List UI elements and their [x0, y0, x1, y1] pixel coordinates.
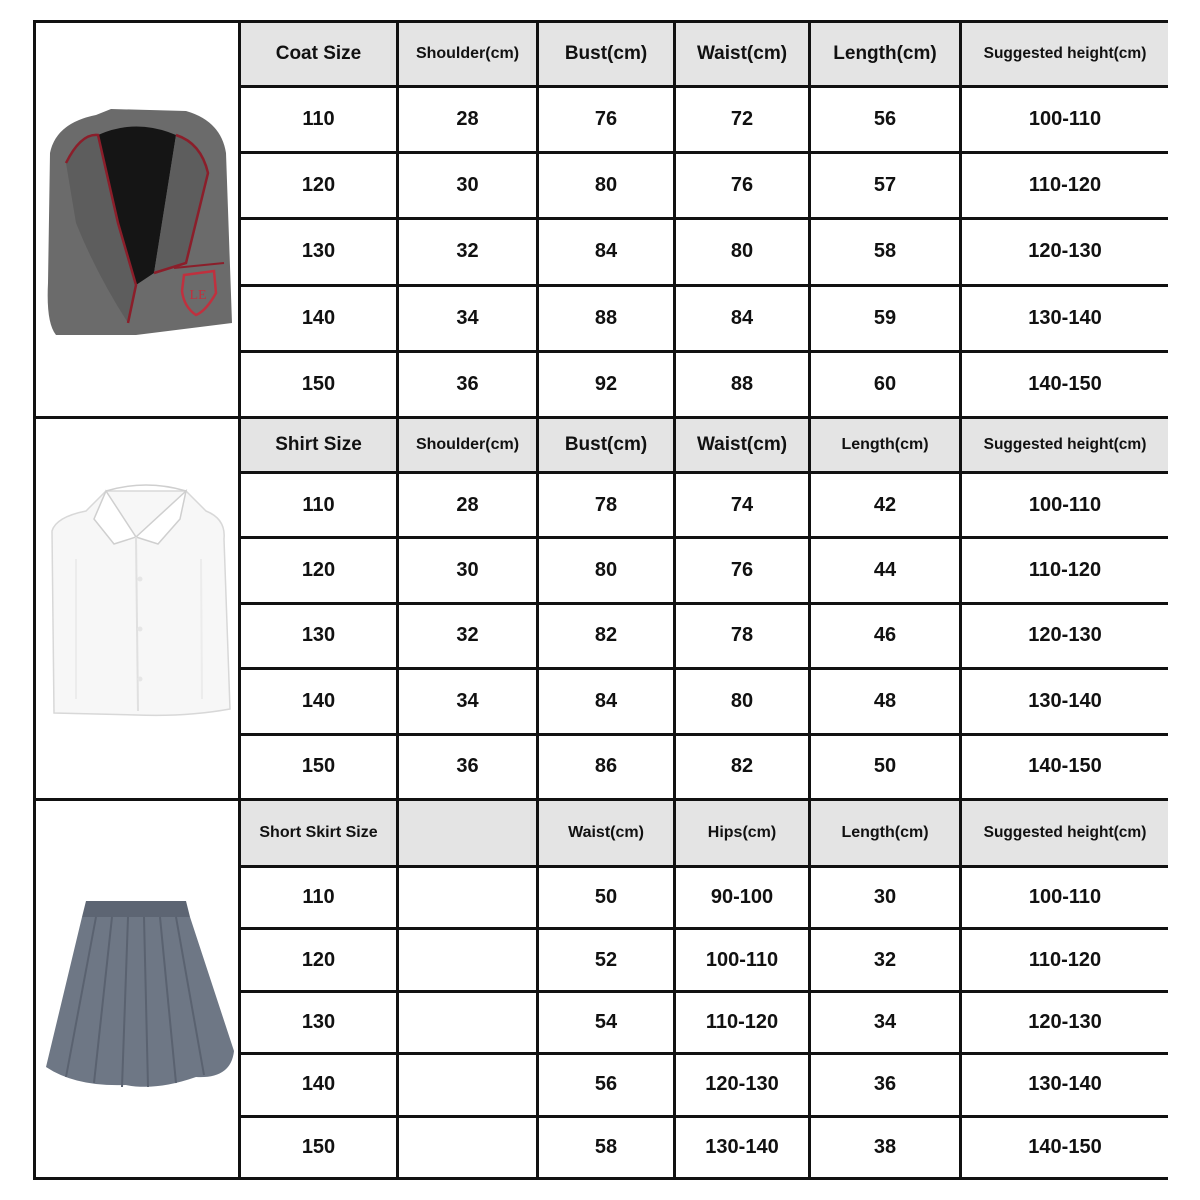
shirt-cell: 50: [811, 736, 959, 798]
coat-cell: 88: [539, 287, 673, 350]
coat-cell: 150: [241, 353, 396, 416]
shirt-cell: 74: [676, 474, 808, 536]
skirt-cell: 110: [241, 868, 396, 927]
skirt-cell: 140: [241, 1055, 396, 1114]
shirt-cell: 120-130: [962, 605, 1168, 667]
shirt-header-height: Suggested height(cm): [962, 419, 1168, 471]
skirt-cell: 110-120: [962, 930, 1168, 989]
shirt-cell: 140: [241, 670, 396, 732]
shirt-cell: 84: [539, 670, 673, 732]
skirt-cell: 58: [539, 1118, 673, 1177]
skirt-cell: 90-100: [676, 868, 808, 927]
skirt-cell: 36: [811, 1055, 959, 1114]
coat-cell: 120: [241, 154, 396, 217]
coat-cell: 80: [539, 154, 673, 217]
skirt-cell: 30: [811, 868, 959, 927]
coat-cell: 59: [811, 287, 959, 350]
skirt-cell: 52: [539, 930, 673, 989]
shirt-section: [36, 419, 1165, 801]
shirt-cell: 42: [811, 474, 959, 536]
shirt-image: [36, 419, 238, 798]
coat-cell: 130: [241, 220, 396, 283]
coat-cell: 60: [811, 353, 959, 416]
shirt-cell: 82: [676, 736, 808, 798]
coat-cell: 58: [811, 220, 959, 283]
coat-cell: 140-150: [962, 353, 1168, 416]
shirt-cell: 140-150: [962, 736, 1168, 798]
shirt-cell: 78: [539, 474, 673, 536]
shirt-header-shoulder: Shoulder(cm): [399, 419, 536, 471]
skirt-cell: 100-110: [676, 930, 808, 989]
shirt-cell: 44: [811, 539, 959, 601]
shirt-cell: 80: [539, 539, 673, 601]
shirt-cell: 82: [539, 605, 673, 667]
coat-cell: 57: [811, 154, 959, 217]
coat-cell: 110-120: [962, 154, 1168, 217]
skirt-image-cell: [36, 801, 238, 1177]
skirt-cell: 120-130: [676, 1055, 808, 1114]
coat-section: [36, 23, 1165, 419]
shirt-cell: 120: [241, 539, 396, 601]
skirt-cell: 34: [811, 993, 959, 1052]
shirt-cell: 130: [241, 605, 396, 667]
shirt-table: [241, 419, 1165, 798]
shirt-header-bust: Bust(cm): [539, 419, 673, 471]
coat-cell: 110: [241, 88, 396, 151]
shirt-cell: 150: [241, 736, 396, 798]
skirt-header-size: Short Skirt Size: [241, 801, 396, 865]
skirt-cell: 130-140: [676, 1118, 808, 1177]
skirt-cell: [399, 993, 536, 1052]
coat-cell: 88: [676, 353, 808, 416]
skirt-cell: 56: [539, 1055, 673, 1114]
svg-text:LE: LE: [189, 288, 207, 303]
skirt-cell: 150: [241, 1118, 396, 1177]
coat-header-length: Length(cm): [811, 23, 959, 85]
shirt-cell: 46: [811, 605, 959, 667]
coat-header-bust: Bust(cm): [539, 23, 673, 85]
skirt-cell: 110-120: [676, 993, 808, 1052]
shirt-cell: 130-140: [962, 670, 1168, 732]
skirt-section: [36, 801, 1165, 1177]
shirt-cell: 28: [399, 474, 536, 536]
skirt-cell: 120: [241, 930, 396, 989]
coat-cell: 56: [811, 88, 959, 151]
skirt-cell: 100-110: [962, 868, 1168, 927]
coat-image: [36, 23, 238, 416]
coat-header-size: Coat Size: [241, 23, 396, 85]
shirt-cell: 34: [399, 670, 536, 732]
size-chart: [33, 20, 1168, 1180]
skirt-cell: 54: [539, 993, 673, 1052]
skirt-cell: 140-150: [962, 1118, 1168, 1177]
shirt-cell: 110: [241, 474, 396, 536]
coat-cell: 100-110: [962, 88, 1168, 151]
coat-cell: 32: [399, 220, 536, 283]
shirt-header-length: Length(cm): [811, 419, 959, 471]
skirt-cell: [399, 930, 536, 989]
shirt-header-waist: Waist(cm): [676, 419, 808, 471]
skirt-header-height: Suggested height(cm): [962, 801, 1168, 865]
skirt-cell: 120-130: [962, 993, 1168, 1052]
shirt-cell: 80: [676, 670, 808, 732]
skirt-cell: [399, 1118, 536, 1177]
skirt-cell: 50: [539, 868, 673, 927]
coat-cell: 28: [399, 88, 536, 151]
skirt-header-waist: Waist(cm): [539, 801, 673, 865]
coat-cell: 36: [399, 353, 536, 416]
coat-cell: 80: [676, 220, 808, 283]
skirt-header-blank: [399, 801, 536, 865]
skirt-header-length: Length(cm): [811, 801, 959, 865]
skirt-table: [241, 801, 1165, 1177]
coat-header-waist: Waist(cm): [676, 23, 808, 85]
shirt-cell: 36: [399, 736, 536, 798]
coat-cell: 34: [399, 287, 536, 350]
shirt-cell: 48: [811, 670, 959, 732]
skirt-cell: [399, 868, 536, 927]
coat-cell: 84: [676, 287, 808, 350]
skirt-cell: 38: [811, 1118, 959, 1177]
shirt-cell: 76: [676, 539, 808, 601]
shirt-header-size: Shirt Size: [241, 419, 396, 471]
coat-cell: 120-130: [962, 220, 1168, 283]
skirt-cell: 130: [241, 993, 396, 1052]
coat-header-height: Suggested height(cm): [962, 23, 1168, 85]
coat-cell: 30: [399, 154, 536, 217]
skirt-image: [36, 801, 238, 1177]
shirt-cell: 32: [399, 605, 536, 667]
shirt-cell: 86: [539, 736, 673, 798]
shirt-cell: 110-120: [962, 539, 1168, 601]
coat-table: [241, 23, 1165, 416]
skirt-cell: [399, 1055, 536, 1114]
coat-cell: 92: [539, 353, 673, 416]
shirt-image-cell: [36, 419, 238, 798]
shirt-cell: 30: [399, 539, 536, 601]
coat-header-shoulder: Shoulder(cm): [399, 23, 536, 85]
coat-cell: 76: [676, 154, 808, 217]
coat-cell: 84: [539, 220, 673, 283]
coat-cell: 76: [539, 88, 673, 151]
coat-cell: 130-140: [962, 287, 1168, 350]
skirt-cell: 130-140: [962, 1055, 1168, 1114]
coat-image-cell: [36, 23, 238, 416]
skirt-cell: 32: [811, 930, 959, 989]
shirt-cell: 100-110: [962, 474, 1168, 536]
coat-cell: 72: [676, 88, 808, 151]
skirt-header-hips: Hips(cm): [676, 801, 808, 865]
coat-cell: 140: [241, 287, 396, 350]
shirt-cell: 78: [676, 605, 808, 667]
